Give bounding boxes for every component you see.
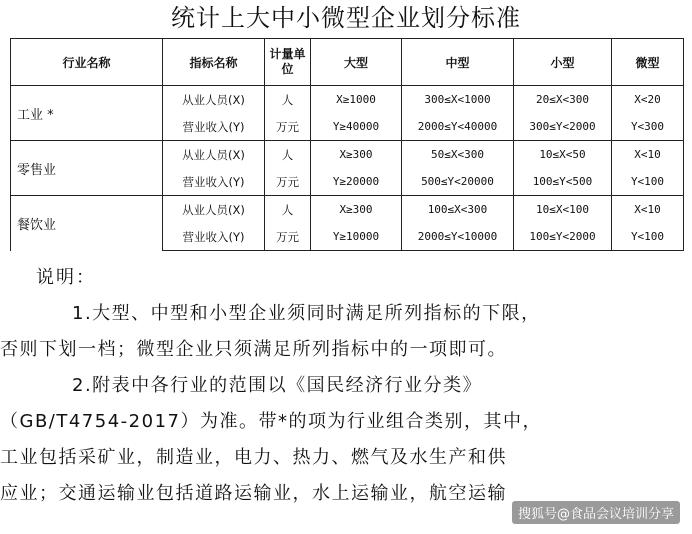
micro-threshold: Y<100 [612,168,684,196]
indicator-name: 从业人员(X) [163,196,265,224]
note-2-line-3: 工业包括采矿业，制造业，电力、热力、燃气及水生产和供 [0,447,507,468]
industry-name: 零售业 [11,141,163,196]
unit-cell: 人 [265,196,311,224]
micro-threshold: Y<100 [612,223,684,251]
header-unit: 计量单位 [265,39,311,86]
medium-threshold: 500≤Y<20000 [402,168,514,196]
unit-cell: 人 [265,86,311,114]
watermark: 搜狐号@食品会议培训分享 [512,501,680,524]
header-medium: 中型 [402,39,514,86]
header-industry: 行业名称 [11,39,163,86]
medium-threshold: 50≤X<300 [402,141,514,169]
micro-threshold: X<10 [612,141,684,169]
notes-section [0,260,676,512]
note-1-line-2: 否则下划一档；微型企业只须满足所列指标中的一项即可。 [0,339,507,360]
note-2-line-2: （GB/T4754-2017）为准。带*的项为行业组合类别，其中， [0,411,542,432]
small-threshold: 10≤X<100 [514,196,612,224]
note-1-line-1: 1.大型、中型和小型企业须同时满足所列指标的下限， [72,303,541,324]
indicator-name: 营业收入(Y) [163,168,265,196]
small-threshold: 10≤X<50 [514,141,612,169]
page-title: 统计上大中小微型企业划分标准 [171,4,521,32]
unit-cell: 人 [265,141,311,169]
note-2-line-4: 应业；交通运输业包括道路运输业，水上运输业，航空运输 [0,483,507,504]
notes-heading: 说明： [36,267,96,288]
table-header-row [11,39,684,86]
header-micro: 微型 [612,39,684,86]
industry-name: 工业 * [11,86,163,141]
table-row [11,196,684,224]
indicator-name: 从业人员(X) [163,86,265,114]
medium-threshold: 2000≤Y<40000 [402,113,514,141]
large-threshold: Y≥40000 [311,113,402,141]
large-threshold: X≥300 [311,141,402,169]
unit-cell: 万元 [265,223,311,251]
industry-name: 餐饮业 [11,196,163,251]
large-threshold: Y≥20000 [311,168,402,196]
table-row [11,141,684,169]
indicator-name: 从业人员(X) [163,141,265,169]
small-threshold: 300≤Y<2000 [514,113,612,141]
micro-threshold: X<20 [612,86,684,114]
medium-threshold: 300≤X<1000 [402,86,514,114]
medium-threshold: 100≤X<300 [402,196,514,224]
large-threshold: X≥1000 [311,86,402,114]
small-threshold: 100≤Y<2000 [514,223,612,251]
small-threshold: 20≤X<300 [514,86,612,114]
classification-table [10,38,684,251]
header-indicator: 指标名称 [163,39,265,86]
micro-threshold: Y<300 [612,113,684,141]
small-threshold: 100≤Y<500 [514,168,612,196]
medium-threshold: 2000≤Y<10000 [402,223,514,251]
indicator-name: 营业收入(Y) [163,113,265,141]
note-2-line-1: 2.附表中各行业的范围以《国民经济行业分类》 [72,375,483,396]
header-large: 大型 [311,39,402,86]
large-threshold: Y≥10000 [311,223,402,251]
header-small: 小型 [514,39,612,86]
indicator-name: 营业收入(Y) [163,223,265,251]
micro-threshold: X<10 [612,196,684,224]
unit-cell: 万元 [265,168,311,196]
large-threshold: X≥300 [311,196,402,224]
unit-cell: 万元 [265,113,311,141]
table-row [11,86,684,114]
